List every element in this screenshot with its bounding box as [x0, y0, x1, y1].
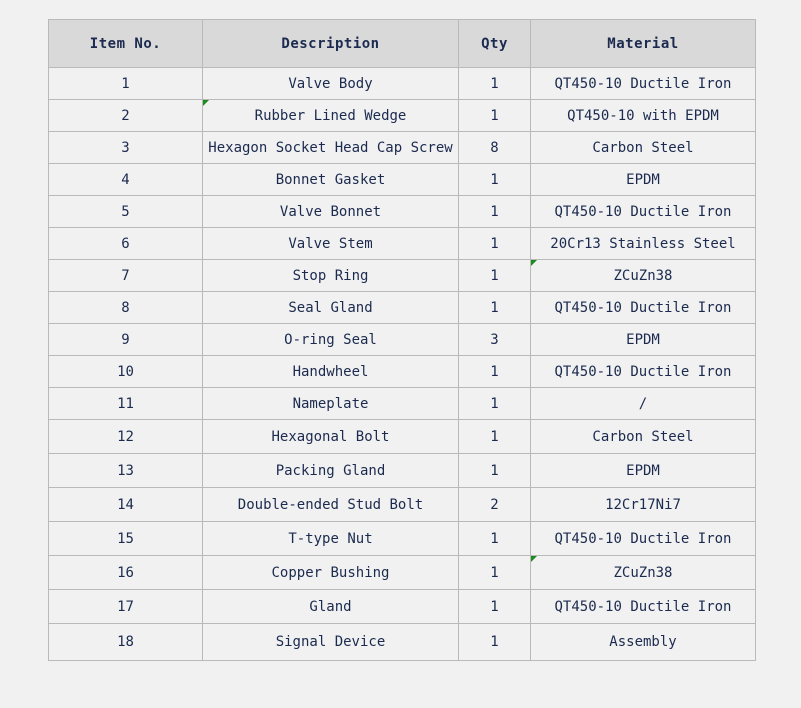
qty-cell: 1	[459, 260, 531, 292]
table-row	[49, 590, 756, 624]
material-cell: /	[531, 388, 756, 420]
item-no-cell: 3	[49, 132, 203, 164]
table-row	[49, 356, 756, 388]
description-cell: Valve Stem	[203, 228, 459, 260]
qty-cell: 1	[459, 624, 531, 661]
material-cell	[531, 260, 756, 292]
table-row	[49, 132, 756, 164]
item-no-cell: 9	[49, 324, 203, 356]
material-cell: QT450-10 Ductile Iron	[531, 68, 756, 100]
item-no-cell: 16	[49, 556, 203, 590]
qty-cell: 1	[459, 388, 531, 420]
qty-cell: 1	[459, 590, 531, 624]
material-cell: QT450-10 Ductile Iron	[531, 292, 756, 324]
table-row	[49, 454, 756, 488]
comment-indicator-icon[interactable]	[203, 100, 209, 106]
material-cell: QT450-10 Ductile Iron	[531, 356, 756, 388]
material-cell: EPDM	[531, 454, 756, 488]
table-row	[49, 100, 756, 132]
header-row	[49, 20, 756, 68]
table-row	[49, 324, 756, 356]
item-no-cell: 18	[49, 624, 203, 661]
item-no-cell: 2	[49, 100, 203, 132]
table-row	[49, 556, 756, 590]
table-row	[49, 388, 756, 420]
header-material: Material	[531, 20, 756, 68]
table-row	[49, 196, 756, 228]
qty-cell: 1	[459, 228, 531, 260]
item-no-cell: 14	[49, 488, 203, 522]
qty-cell: 1	[459, 100, 531, 132]
qty-cell: 1	[459, 356, 531, 388]
material-cell: EPDM	[531, 324, 756, 356]
description-cell: Valve Body	[203, 68, 459, 100]
material-cell: 20Cr13 Stainless Steel	[531, 228, 756, 260]
description-cell: Gland	[203, 590, 459, 624]
description-cell: Nameplate	[203, 388, 459, 420]
table-row	[49, 292, 756, 324]
material-cell: 12Cr17Ni7	[531, 488, 756, 522]
description-cell: Double-ended Stud Bolt	[203, 488, 459, 522]
item-no-cell: 15	[49, 522, 203, 556]
material-cell	[531, 556, 756, 590]
bill-of-materials-table	[48, 19, 756, 661]
material-text: ZCuZn38	[613, 564, 673, 581]
table-row	[49, 420, 756, 454]
comment-indicator-icon[interactable]	[531, 260, 537, 266]
description-cell: Signal Device	[203, 624, 459, 661]
item-no-cell: 7	[49, 260, 203, 292]
description-cell: Hexagon Socket Head Cap Screw	[203, 132, 459, 164]
material-cell: QT450-10 Ductile Iron	[531, 522, 756, 556]
header-item-no: Item No.	[49, 20, 203, 68]
item-no-cell: 10	[49, 356, 203, 388]
item-no-cell: 4	[49, 164, 203, 196]
qty-cell: 8	[459, 132, 531, 164]
item-no-cell: 6	[49, 228, 203, 260]
qty-cell: 1	[459, 68, 531, 100]
material-cell: EPDM	[531, 164, 756, 196]
item-no-cell: 8	[49, 292, 203, 324]
qty-cell: 1	[459, 292, 531, 324]
description-cell: T-type Nut	[203, 522, 459, 556]
description-text: Rubber Lined Wedge	[254, 107, 407, 124]
qty-cell: 1	[459, 522, 531, 556]
qty-cell: 1	[459, 556, 531, 590]
material-cell: Carbon Steel	[531, 132, 756, 164]
table-row	[49, 164, 756, 196]
qty-cell: 1	[459, 164, 531, 196]
description-cell: Valve Bonnet	[203, 196, 459, 228]
table-row	[49, 488, 756, 522]
qty-cell: 1	[459, 454, 531, 488]
item-no-cell: 1	[49, 68, 203, 100]
item-no-cell: 5	[49, 196, 203, 228]
item-no-cell: 17	[49, 590, 203, 624]
item-no-cell: 12	[49, 420, 203, 454]
material-cell: Carbon Steel	[531, 420, 756, 454]
qty-cell: 1	[459, 196, 531, 228]
description-cell: Packing Gland	[203, 454, 459, 488]
item-no-cell: 13	[49, 454, 203, 488]
table-row	[49, 68, 756, 100]
description-cell: Stop Ring	[203, 260, 459, 292]
item-no-cell: 11	[49, 388, 203, 420]
qty-cell: 3	[459, 324, 531, 356]
description-cell: Copper Bushing	[203, 556, 459, 590]
description-cell: Handwheel	[203, 356, 459, 388]
table-row	[49, 522, 756, 556]
material-cell: QT450-10 Ductile Iron	[531, 196, 756, 228]
description-cell: Bonnet Gasket	[203, 164, 459, 196]
material-cell: QT450-10 Ductile Iron	[531, 590, 756, 624]
comment-indicator-icon[interactable]	[531, 556, 537, 562]
table-row	[49, 228, 756, 260]
table-row	[49, 624, 756, 661]
material-cell: QT450-10 with EPDM	[531, 100, 756, 132]
qty-cell: 2	[459, 488, 531, 522]
material-text: ZCuZn38	[613, 267, 673, 284]
description-cell: O-ring Seal	[203, 324, 459, 356]
header-qty: Qty	[459, 20, 531, 68]
header-description: Description	[203, 20, 459, 68]
material-cell: Assembly	[531, 624, 756, 661]
qty-cell: 1	[459, 420, 531, 454]
description-cell: Hexagonal Bolt	[203, 420, 459, 454]
table-row	[49, 260, 756, 292]
description-cell	[203, 100, 459, 132]
description-cell: Seal Gland	[203, 292, 459, 324]
